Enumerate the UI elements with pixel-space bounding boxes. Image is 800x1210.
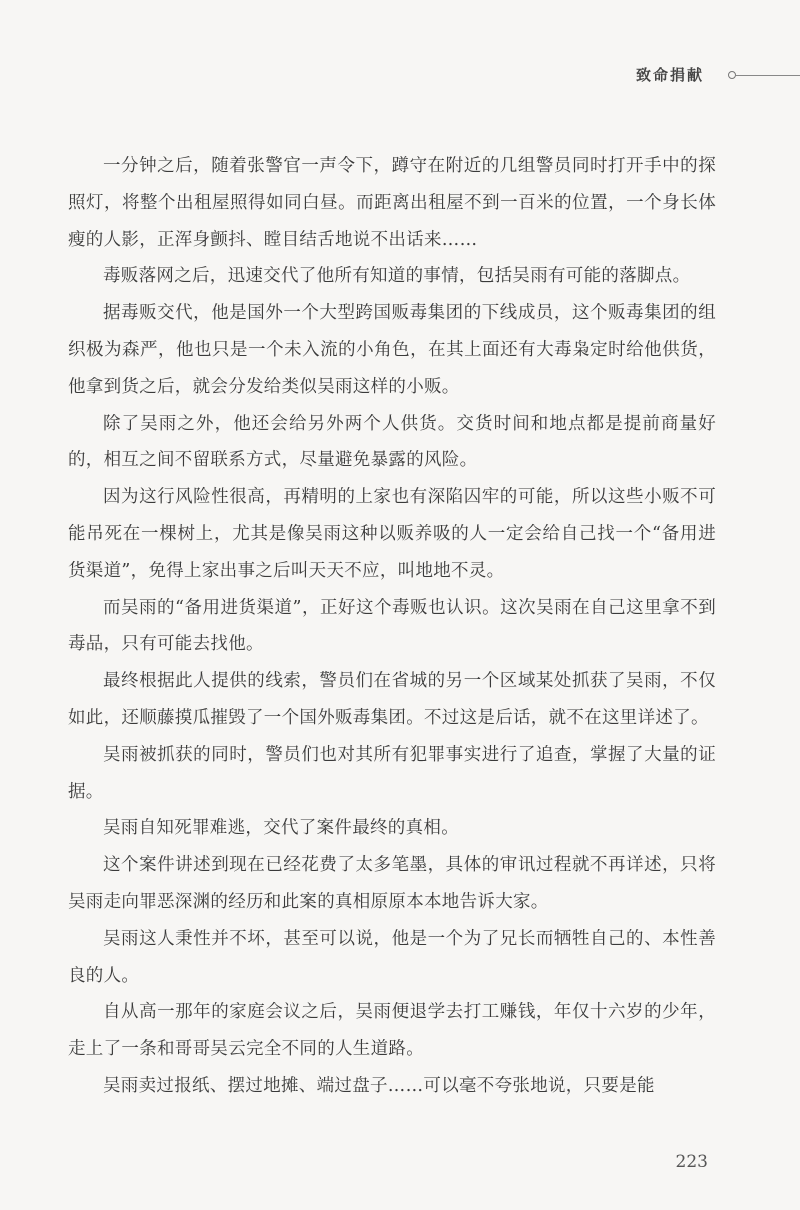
paragraph: 而吴雨的“备用进货渠道”，正好这个毒贩也认识。这次吴雨在自己这里拿不到毒品，只有可能去找他。 <box>68 597 716 655</box>
paragraph: 自从高一那年的家庭会议之后，吴雨便退学去打工赚钱，年仅十六岁的少年，走上了一条和哥哥吴云完全不同的人生道路。 <box>68 1002 716 1060</box>
chapter-title: 致命捐献 <box>635 66 704 84</box>
paragraph: 吴雨自知死罪难逃，交代了案件最终的真相。 <box>103 818 459 839</box>
paragraph: 最终根据此人提供的线索，警员们在省城的另一个区域某处抓获了吴雨，不仅如此，还顺藤摸瓜摧毁了一个国外贩毒集团。不过这是后话，就不在这里详述了。 <box>68 671 716 728</box>
paragraph: 除了吴雨之外，他还会给另外两个人供货。交货时间和地点都是提前商量好的，相互之间不留联系方式，尽量避免暴露的风险。 <box>68 413 716 471</box>
paragraph: 一分钟之后，随着张警官一声令下，蹲守在附近的几组警员同时打开手中的探照灯，将整个出租屋照得如同白昼。而距离出租屋不到一百米的位置，一个身长体瘦的人影，正浑身颤抖、瞠目结舌地说不出话来…… <box>68 156 716 250</box>
body-text <box>68 148 716 1105</box>
header-rule <box>736 75 800 76</box>
paragraph: 据毒贩交代，他是国外一个大型跨国贩毒集团的下线成员，这个贩毒集团的组织极为森严，他也只是一个未入流的小角色，在其上面还有大毒枭定时给他供货，他拿到货之后，就会分发给类似吴雨这样的小贩。 <box>68 303 716 397</box>
running-header <box>540 64 800 88</box>
header-ornament-circle <box>728 71 736 79</box>
paragraph: 吴雨这人秉性并不坏，甚至可以说，他是一个为了兄长而牺牲自己的、本性善良的人。 <box>68 928 716 986</box>
paragraph: 毒贩落网之后，迅速交代了他所有知道的事情，包括吴雨有可能的落脚点。 <box>103 266 691 287</box>
page-number: 223 <box>675 1152 708 1172</box>
paragraph: 吴雨卖过报纸、摆过地摊、端过盘子……可以毫不夸张地说，只要是能 <box>103 1075 655 1096</box>
paragraph: 因为这行风险性很高，再精明的上家也有深陷囚牢的可能，所以这些小贩不可能吊死在一棵树上，尤其是像吴雨这种以贩养吸的人一定会给自己找一个“备用进货渠道”，免得上家出事之后叫天天不应，叫地地不灵。 <box>68 487 716 581</box>
paragraph: 吴雨被抓获的同时，警员们也对其所有犯罪事实进行了追查，掌握了大量的证据。 <box>68 744 716 802</box>
paragraph: 这个案件讲述到现在已经花费了太多笔墨，具体的审讯过程就不再详述，只将吴雨走向罪恶深渊的经历和此案的真相原原本本地告诉大家。 <box>68 855 716 912</box>
